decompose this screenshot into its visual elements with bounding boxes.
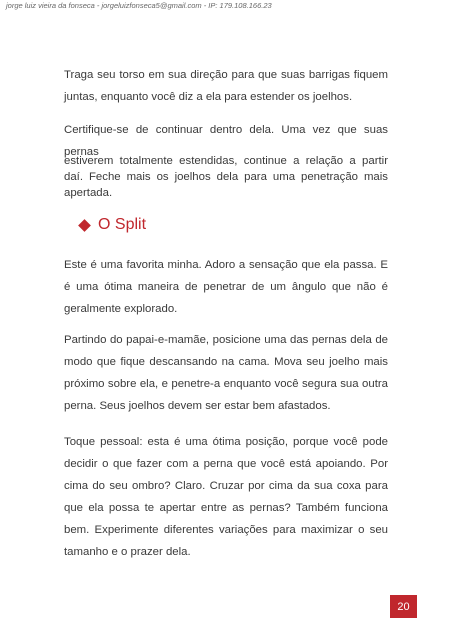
- diamond-bullet-icon: [78, 219, 91, 232]
- paragraph-continue: Certifique-se de continuar dentro dela. Uma vez que suas pernas: [64, 124, 388, 158]
- section-heading: [80, 216, 146, 234]
- page-number: 20: [397, 600, 410, 613]
- page-number-badge: [390, 595, 417, 618]
- watermark-text: jorge luiz vieira da fonseca - jorgeluizfonseca5@gmail.com - IP: 179.108.166.23: [6, 1, 272, 10]
- paragraph-personal-touch: Toque pessoal: esta é uma ótima posição, porque você pode decidir o que fazer com a perna que você está apoiando. Por cima do seu ombro? Claro. Cruzar por cima da sua coxa para que ela possa te apertar entre as pernas? Também funciona bem. Experimente diferentes variações para maximizar o seu tamanho e o prazer dela.: [64, 436, 388, 558]
- paragraph-favorite: Este é uma favorita minha. Adoro a sensação que ela passa. E é uma ótima maneira de penetrar de um ângulo que não é geralmente explorado.: [64, 259, 388, 315]
- paragraph-instructions: Partindo do papai-e-mamãe, posicione uma das pernas dela de modo que fique descansando na cama. Mova seu joelho mais próximo sobre ela, e penetre-a enquanto você segura sua outra perna. Seus joelhos devem ser estar bem afastados.: [64, 334, 388, 412]
- section-heading-label: O Split: [98, 216, 147, 233]
- paragraph-torso: Traga seu torso em sua direção para que suas barrigas fiquem juntas, enquanto você diz a ela para estender os joelhos.: [64, 69, 388, 103]
- paragraph-extended: estiverem totalmente estendidas, continue a relação a partir daí. Feche mais os joelhos dela para uma penetração mais apertada.: [64, 155, 388, 199]
